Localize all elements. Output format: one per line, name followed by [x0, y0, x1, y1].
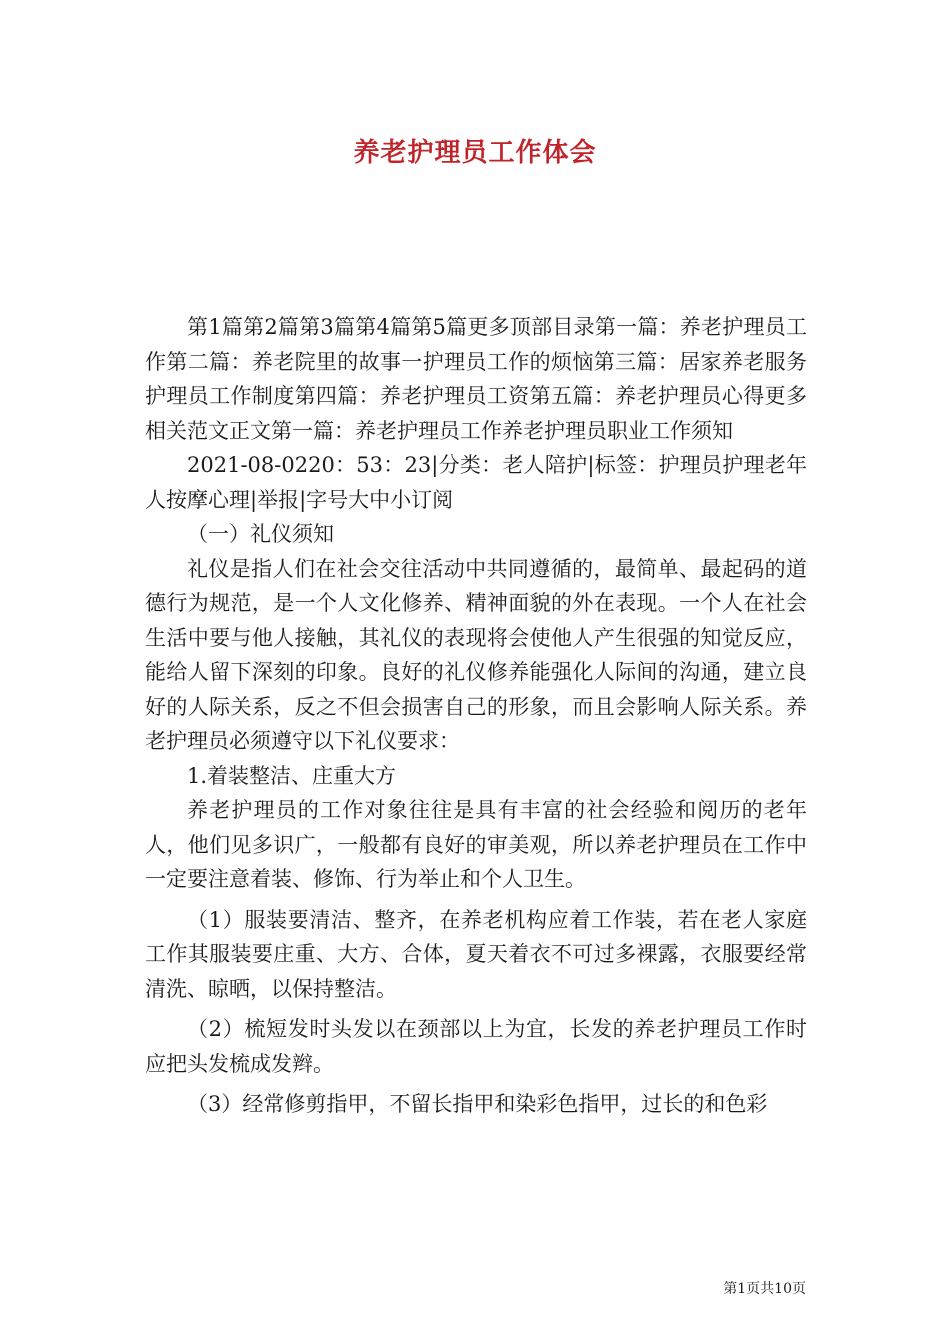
- paragraph-meta: 2021-08-0220：53：23|分类：老人陪护|标签：护理员护理老年人按摩心理|举报|字号大中小订阅: [145, 453, 807, 512]
- paragraph-subheading-dress: 1.着装整洁、庄重大方: [187, 763, 397, 788]
- document-body: [145, 310, 807, 1122]
- paragraph-item-1: （1）服装要清洁、整齐，在养老机构应着工作装，若在老人家庭工作其服装要庄重、大方、合体，夏天着衣不可过多裸露，衣服要经常清洗、晾晒，以保持整洁。: [145, 907, 807, 1001]
- paragraph-item-2: （2）梳短发时头发以在颈部以上为宜，长发的养老护理员工作时应把头发梳成发辫。: [145, 1017, 807, 1076]
- paragraph-dress-intro: 养老护理员的工作对象往往是具有丰富的社会经验和阅历的老年人，他们见多识广，一般都有良好的审美观，所以养老护理员在工作中一定要注意着装、修饰、行为举止和个人卫生。: [145, 798, 807, 891]
- page-number: 第1页共10页: [723, 1281, 806, 1297]
- paragraph-toc: 第1篇第2篇第3篇第4篇第5篇更多顶部目录第一篇：养老护理员工作第二篇：养老院里的故事一护理员工作的烦恼第三篇：居家养老服务护理员工作制度第四篇：养老护理员工资第五篇：养老护理员心得更多相关范文正文第一篇：养老护理员工作养老护理员职业工作须知: [145, 315, 807, 443]
- paragraph-etiquette-intro: 礼仪是指人们在社会交往活动中共同遵循的，最简单、最起码的道德行为规范，是一个人文化修养、精神面貌的外在表现。一个人在社会生活中要与他人接触，其礼仪的表现将会使他人产生很强的知觉反应，能给人留下深刻的印象。良好的礼仪修养能强化人际间的沟通，建立良好的人际关系，反之不但会损害自己的形象，而且会影响人际关系。养老护理员必须遵守以下礼仪要求：: [145, 556, 807, 753]
- paragraph-heading-etiquette: （一）礼仪须知: [187, 522, 334, 546]
- paragraph-item-3: （3）经常修剪指甲，不留长指甲和染彩色指甲，过长的和色彩: [187, 1092, 768, 1116]
- document-title: 养老护理员工作体会: [353, 138, 597, 168]
